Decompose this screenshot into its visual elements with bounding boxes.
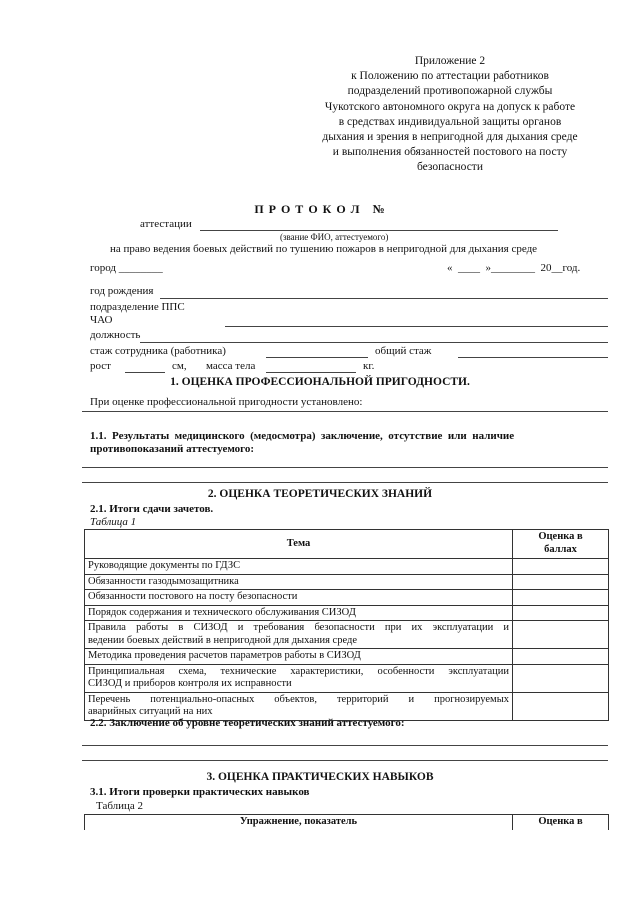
- unit-label-2: ЧАО: [90, 314, 113, 326]
- unit-label: подразделение ППС: [90, 301, 185, 313]
- theory-conclusion-label: 2.2. Заключение об уровне теоретических знаний аттестуемого:: [90, 717, 405, 729]
- topic-cell-line2: аварийных ситуаций на них: [88, 706, 213, 717]
- section1-title: 1. ОЦЕНКА ПРОФЕССИОНАЛЬНОЙ ПРИГОДНОСТИ.: [170, 376, 470, 388]
- total-exp-label: общий стаж: [375, 345, 432, 357]
- topic-cell: Порядок содержания и технического обслуживания СИЗОД: [85, 605, 513, 621]
- appendix-line: подразделений противопожарной службы: [347, 85, 553, 98]
- topic-cell: [85, 664, 513, 692]
- score-cell[interactable]: [513, 574, 609, 590]
- appendix-line: и выполнения обязанностей постового на посту: [332, 146, 568, 159]
- score-cell[interactable]: [513, 664, 609, 692]
- birth-year-label: год рождения: [90, 285, 154, 297]
- col-score-header: Оценка в: [513, 815, 609, 830]
- topic-cell-line2: ведении боевых действий в непригодной для дыхания среде: [88, 634, 357, 646]
- date-field[interactable]: « ____ »________ 20__год.: [447, 262, 581, 274]
- table-header-row: [85, 815, 609, 830]
- appendix-line: дыхания и зрения в непригодной для дыхания среде: [322, 131, 578, 144]
- section1-intro: При оценке профессиональной пригодности установлено:: [90, 396, 363, 408]
- topic-cell-line1: Правила работы в СИЗОД и требования безопасности при их эксплуатации и: [88, 622, 509, 633]
- theory-conclusion-line-2[interactable]: [82, 760, 608, 761]
- section1-sub-line2: противопоказаний аттестуемого:: [90, 443, 255, 455]
- section1-sub-line1: 1.1. Результаты медицинского (медосмотра) заключение, отсутствие или наличие: [90, 430, 515, 442]
- section2-title: 2. ОЦЕНКА ТЕОРЕТИЧЕСКИХ ЗНАНИЙ: [207, 488, 433, 500]
- protocol-title: П Р О Т О К О Л №: [254, 202, 386, 216]
- attestee-name-line[interactable]: [200, 230, 558, 231]
- table-row: [85, 621, 609, 649]
- topic-cell: Обязанности постового на посту безопасности: [85, 590, 513, 606]
- appendix-line: безопасности: [416, 161, 483, 174]
- appendix-line: к Положению по аттестации работников: [351, 70, 549, 83]
- topic-cell-line1: Перечень потенциально-опасных объектов, территорий и прогнозируемых: [88, 693, 509, 705]
- medical-answer-line-2[interactable]: [82, 482, 608, 483]
- table2-label: Таблица 2: [96, 800, 144, 812]
- table-header-row: [85, 530, 609, 559]
- appendix-line: Приложение 2: [414, 55, 486, 67]
- topic-cell: Руководящие документы по ГДЗС: [85, 559, 513, 575]
- section3-sub: 3.1. Итоги проверки практических навыков: [90, 786, 310, 798]
- table-row: [85, 574, 609, 590]
- birth-year-line[interactable]: [160, 298, 608, 299]
- total-exp-line[interactable]: [458, 357, 608, 358]
- table-row: [85, 664, 609, 692]
- unit-line[interactable]: [225, 326, 608, 327]
- appendix-line: Чукотского автономного округа на допуск к работе: [324, 100, 576, 113]
- score-cell[interactable]: [513, 649, 609, 665]
- table-row: [85, 559, 609, 575]
- topic-cell-line1: Принципиальная схема, технические характеристики, особенности эксплуатации: [88, 665, 509, 677]
- theory-table: [84, 529, 609, 721]
- score-cell[interactable]: [513, 559, 609, 575]
- attestation-label: аттестации: [140, 218, 192, 230]
- medical-answer-line-1[interactable]: [82, 467, 608, 468]
- weight-line[interactable]: [266, 372, 356, 373]
- col-score-header-line2: баллах: [544, 543, 577, 555]
- col-score-header-line1: Оценка в: [538, 531, 583, 542]
- topic-cell: Методика проведения расчетов параметров работы в СИЗОД: [85, 649, 513, 665]
- right-statement: на право ведения боевых действий по тушению пожаров в непригодной для дыхания среде: [110, 243, 538, 255]
- appendix-block: [300, 54, 600, 176]
- score-cell[interactable]: [513, 605, 609, 621]
- score-cell[interactable]: [513, 590, 609, 606]
- col-exercise-header: Упражнение, показатель: [85, 815, 513, 830]
- table-row: [85, 590, 609, 606]
- score-cell[interactable]: [513, 621, 609, 649]
- topic-cell: [85, 692, 513, 720]
- col-topic-header: Тема: [85, 530, 513, 559]
- position-line[interactable]: [140, 342, 608, 343]
- appendix-line: в средствах индивидуальной защиты органов: [338, 115, 562, 128]
- topic-cell-line2: СИЗОД и приборов контроля их исправности: [88, 678, 292, 689]
- employee-exp-label: стаж сотрудника (работника): [90, 345, 226, 357]
- attestation-caption: (звание ФИО, аттестуемого): [280, 232, 389, 242]
- topic-cell: Обязанности газодымозащитника: [85, 574, 513, 590]
- table-row: [85, 692, 609, 720]
- table-row: [85, 649, 609, 665]
- section1-answer-line[interactable]: [82, 411, 608, 412]
- topic-cell: [85, 621, 513, 649]
- height-label: рост: [90, 360, 111, 372]
- position-label: должность: [90, 329, 141, 341]
- height-line[interactable]: [125, 372, 165, 373]
- col-score-header: [513, 530, 609, 559]
- section3-title: 3. ОЦЕНКА ПРАКТИЧЕСКИХ НАВЫКОВ: [206, 771, 434, 783]
- height-unit: см,: [172, 360, 187, 372]
- theory-conclusion-line-1[interactable]: [82, 745, 608, 746]
- practice-table: [84, 814, 609, 830]
- employee-exp-line[interactable]: [266, 357, 368, 358]
- city-field[interactable]: город ________: [90, 262, 163, 274]
- weight-unit: кг.: [363, 360, 375, 372]
- section2-sub: 2.1. Итоги сдачи зачетов.: [90, 503, 214, 515]
- score-cell[interactable]: [513, 692, 609, 720]
- table1-label: Таблица 1: [90, 516, 137, 528]
- weight-label: масса тела: [206, 360, 256, 372]
- table-row: [85, 605, 609, 621]
